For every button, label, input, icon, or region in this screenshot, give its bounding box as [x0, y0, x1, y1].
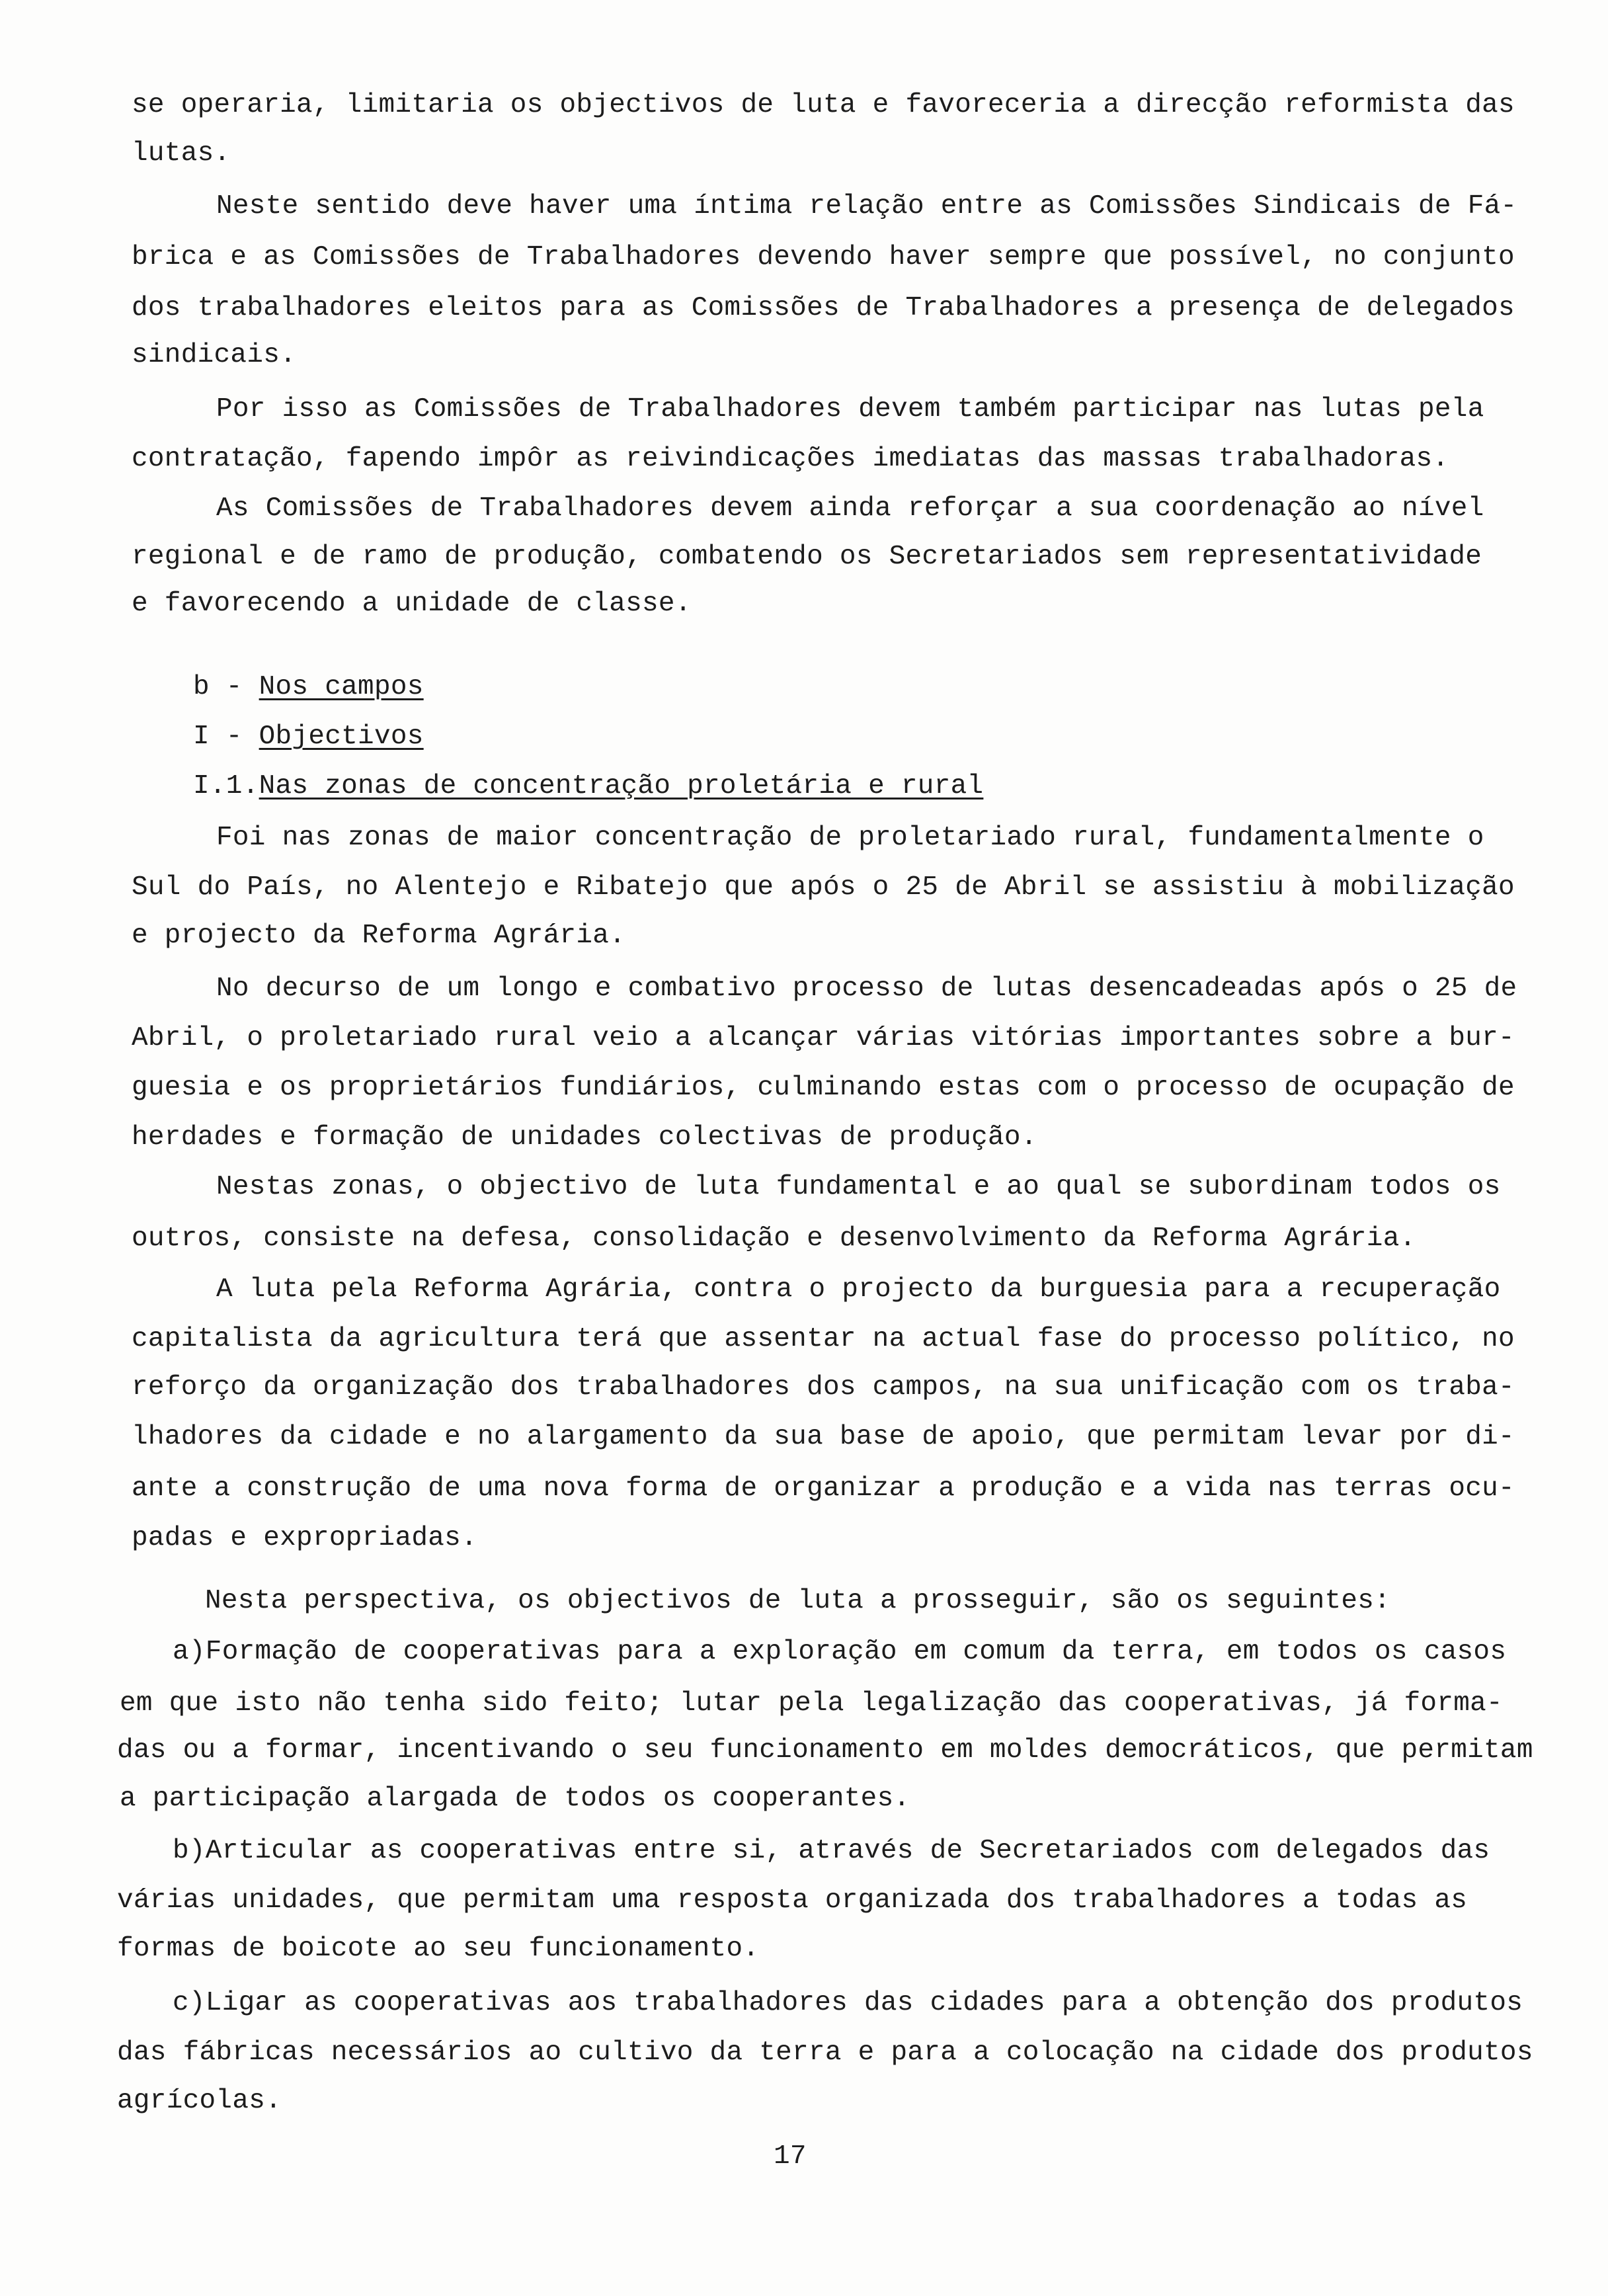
list-item-line: em que isto não tenha sido feito; lutar pela legalização das cooperativas, já forma-: [120, 1688, 1503, 1719]
text-line: brica e as Comissões de Trabalhadores devendo haver sempre que possível, no conjunto: [132, 242, 1515, 272]
text-line: Neste sentido deve haver uma íntima relação entre as Comissões Sindicais de Fá-: [216, 191, 1517, 222]
list-item-line: c)Ligar as cooperativas aos trabalhadores das cidades para a obtenção dos produtos: [173, 1988, 1523, 2018]
list-item-line: b)Articular as cooperativas entre si, através de Secretariados com delegados das: [173, 1836, 1490, 1866]
subsection-prefix: I -: [193, 721, 259, 752]
text-line: sindicais.: [132, 340, 297, 370]
text-line: A luta pela Reforma Agrária, contra o projecto da burguesia para a recuperação: [216, 1274, 1501, 1305]
text-line: lhadores da cidade e no alargamento da sua base de apoio, que permitam levar por di-: [132, 1422, 1515, 1452]
list-item-line: várias unidades, que permitam uma resposta organizada dos trabalhadores a todas as: [117, 1885, 1468, 1916]
text-line: Abril, o proletariado rural veio a alcançar várias vitórias importantes sobre a bur-: [132, 1023, 1515, 1053]
list-item-line: das fábricas necessários ao cultivo da terra e para a colocação na cidade dos produtos: [117, 2037, 1533, 2068]
text-line: ante a construção de uma nova forma de organizar a produção e a vida nas terras ocu-: [132, 1473, 1515, 1504]
text-line: lutas.: [132, 138, 231, 169]
text-line: dos trabalhadores eleitos para as Comissões de Trabalhadores a presença de delegados: [132, 293, 1515, 323]
text-line: outros, consiste na defesa, consolidação e desenvolvimento da Reforma Agrária.: [132, 1223, 1416, 1254]
text-line: capitalista da agricultura terá que assentar na actual fase do processo político, no: [132, 1324, 1515, 1354]
page-number: 17: [774, 2141, 807, 2172]
text-line: No decurso de um longo e combativo processo de lutas desencadeadas após o 25 de: [216, 973, 1517, 1004]
list-item-line: formas de boicote ao seu funcionamento.: [117, 1934, 760, 1964]
text-line: Foi nas zonas de maior concentração de proletariado rural, fundamentalmente o: [216, 823, 1484, 853]
text-line: Sul do País, no Alentejo e Ribatejo que após o 25 de Abril se assistiu à mobilização: [132, 872, 1515, 903]
section-heading: [193, 671, 424, 704]
subsubsection-heading: [193, 770, 983, 803]
text-line: e favorecendo a unidade de classe.: [132, 589, 692, 619]
list-item-line: a)Formação de cooperativas para a exploração em comum da terra, em todos os casos: [173, 1637, 1507, 1667]
subsection-title: Objectivos: [259, 721, 424, 752]
text-line: guesia e os proprietários fundiários, culminando estas com o processo de ocupação de: [132, 1073, 1515, 1103]
text-line: As Comissões de Trabalhadores devem ainda reforçar a sua coordenação ao nível: [216, 493, 1484, 524]
text-line: e projecto da Reforma Agrária.: [132, 921, 626, 951]
text-line: reforço da organização dos trabalhadores dos campos, na sua unificação com os traba-: [132, 1372, 1515, 1403]
section-prefix: b -: [193, 672, 259, 702]
text-line: contratação, fapendo impôr as reivindicações imediatas das massas trabalhadoras.: [132, 444, 1449, 474]
text-line: regional e de ramo de produção, combatendo os Secretariados sem representatividade: [132, 542, 1482, 572]
list-item-line: agrícolas.: [117, 2086, 282, 2116]
text-line: herdades e formação de unidades colectivas de produção.: [132, 1122, 1037, 1153]
list-item-line: das ou a formar, incentivando o seu funcionamento em moldes democráticos, que permitam: [117, 1735, 1533, 1766]
text-line: Por isso as Comissões de Trabalhadores devem também participar nas lutas pela: [216, 394, 1484, 425]
text-line: Nesta perspectiva, os objectivos de luta a prosseguir, são os seguintes:: [205, 1586, 1391, 1616]
subsubsection-title: Nas zonas de concentração proletária e rural: [259, 771, 984, 801]
list-item-line: a participação alargada de todos os cooperantes.: [120, 1784, 910, 1814]
text-line: Nestas zonas, o objectivo de luta fundamental e ao qual se subordinam todos os: [216, 1172, 1501, 1202]
text-line: padas e expropriadas.: [132, 1523, 477, 1553]
subsubsection-prefix: I.1.: [193, 771, 259, 801]
section-title: Nos campos: [259, 672, 424, 702]
subsection-heading: [193, 720, 424, 753]
text-line: se operaria, limitaria os objectivos de luta e favoreceria a direcção reformista das: [132, 90, 1515, 120]
